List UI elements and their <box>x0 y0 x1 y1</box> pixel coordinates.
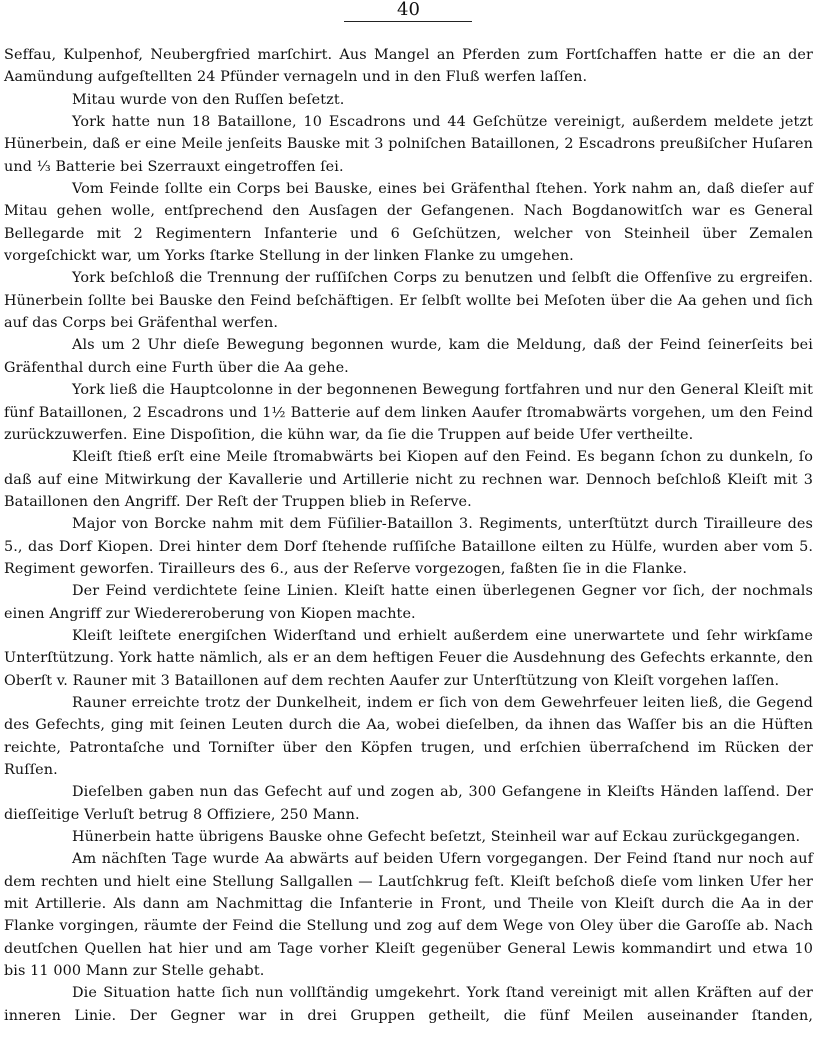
paragraph: Am nächſten Tage wurde Aa abwärts auf beiden Ufern vorgegangen. Der Feind ſtand nur noch auf dem rechten und hielt eine Stellung Sallgallen — Lautſchkrug feſt. Kleiſt beſchoß dieſe vom linken Ufer her mit Artillerie. Als dann am Nachmittag die Infanterie in Front, und Theile von Kleiſt durch die Aa in der Flanke vorgingen, räumte der Feind die Stellung und zog auf dem Wege von Oley über die Garoſſe ab. Nach deutſchen Quellen hat hier und am Tage vorher Kleiſt gegenüber General Lewis kommandirt und etwa 10 bis 11 000 Mann zur Stelle gehabt. <box>4 851 813 980</box>
paragraph: Kleiſt ſtieß erſt eine Meile ſtromabwärts bei Kiopen auf den Feind. Es begann ſchon zu dunkeln, ſo daß auf eine Mitwirkung der Kavallerie und Artillerie nicht zu rechnen war. Dennoch beſchloß Kleiſt mit 3 Bataillonen den Angriff. Der Reſt der Truppen blieb in Reſerve. <box>4 449 813 510</box>
paragraph: York hatte nun 18 Bataillone, 10 Escadrons und 44 Geſchütze vereinigt, außerdem meldete jetzt Hünerbein, daß er eine Meile jenſeits Bauske mit 3 polniſchen Bataillonen, 2 Escadrons preußiſcher Huſaren und ⅓ Batterie bei Szerrauxt eingetroffen ſei. <box>4 114 813 175</box>
paragraph: Die Situation hatte ſich nun vollſtändig umgekehrt. York ſtand vereinigt mit allen Kräften auf der inneren Linie. Der Gegner war in drei Gruppen getheilt, die fünf Meilen auseinander ſtanden, <box>4 985 813 1024</box>
body-text <box>4 44 813 1027</box>
page-number: 40 <box>397 0 420 20</box>
paragraph: Mitau wurde von den Ruſſen beſetzt. <box>72 91 345 108</box>
paragraph: Vom Feinde ſollte ein Corps bei Bauske, eines bei Gräfenthal ſtehen. York nahm an, daß dieſer auf Mitau gehen wolle, entſprechend den Ausſagen der Gefangenen. Nach Bogdanowitſch war es General Bellegarde mit 2 Regimentern Infanterie und 6 Geſchützen, welcher von Steinheil über Zemalen vorgeſchickt war, um Yorks ſtarke Stellung in der linken Flanke zu umgehen. <box>4 181 813 265</box>
paragraph: Als um 2 Uhr dieſe Bewegung begonnen wurde, kam die Meldung, daß der Feind ſeinerſeits bei Gräfenthal durch eine Furth über die Aa gehe. <box>4 337 813 376</box>
paragraph: York beſchloß die Trennung der ruſſiſchen Corps zu benutzen und ſelbſt die Offenſive zu ergreifen. Hünerbein ſollte bei Bauske den Feind beſchäftigen. Er ſelbſt wollte bei Meſoten über die Aa gehen und ſich auf das Corps bei Gräfenthal werfen. <box>4 270 813 332</box>
paragraph: Der Feind verdichtete ſeine Linien. Kleiſt hatte einen überlegenen Gegner vor ſich, der nochmals einen Angriff zur Wiedereroberung von Kiopen machte. <box>4 583 813 622</box>
paragraph: Dieſelben gaben nun das Gefecht auf und zogen ab, 300 Gefangene in Kleiſts Händen laſſend. Der dieſſeitige Verluſt betrug 8 Offiziere, 250 Mann. <box>4 784 813 823</box>
paragraph: York ließ die Hauptcolonne in der begonnenen Bewegung fortfahren und nur den General Kleiſt mit fünf Bataillonen, 2 Escadrons und 1½ Batterie auf dem linken Aaufer ſtromabwärts vorgehen, um den Feind zurückzuwerfen. Eine Dispoſition, die kühn war, da ſie die Truppen auf beide Ufer vertheilte. <box>4 382 813 443</box>
header-rule <box>344 21 472 22</box>
paragraph: Rauner erreichte trotz der Dunkelheit, indem er ſich von dem Gewehrfeuer leiten ließ, die Gegend des Gefechts, ging mit ſeinen Leuten durch die Aa, wobei dieſelben, da ihnen das Waſſer bis an die Hüften reichte, Patrontaſche und Torniſter über den Köpfen trugen, und erſchien überraſchend im Rücken der Ruſſen. <box>4 694 813 778</box>
paragraph: Hünerbein hatte übrigens Bauske ohne Gefecht beſetzt, Steinheil war auf Eckau zurückgegangen. <box>72 829 801 846</box>
document-page <box>4 0 813 1045</box>
paragraph: Kleiſt leiſtete energiſchen Widerſtand und erhielt außerdem eine unerwartete und ſehr wirkſame Unterſtützung. York hatte nämlich, als er an dem heftigen Feuer die Ausdehnung des Gefechts erkannte, den Oberſt v. Rauner mit 3 Bataillonen auf dem rechten Aaufer zur Unterſtützung von Kleiſt vorgehen laſſen. <box>4 627 813 689</box>
paragraph: Major von Borcke nahm mit dem Füſilier-Bataillon 3. Regiments, unterſtützt durch Tirailleure des 5., das Dorf Kiopen. Drei hinter dem Dorf ſtehende ruſſiſche Bataillone eilten zu Hülfe, wurden aber vom 5. Regiment geworfen. Tirailleurs des 6., aus der Reſerve vorgezogen, faßten ſie in die Flanke. <box>4 516 813 577</box>
paragraph: Seffau, Kulpenhof, Neubergfried marſchirt. Aus Mangel an Pferden zum Fortſchaffen hatte er die an der Aamündung aufgeſtellten 24 Pfünder vernageln und in den Fluß werfen laſſen. <box>4 47 813 86</box>
